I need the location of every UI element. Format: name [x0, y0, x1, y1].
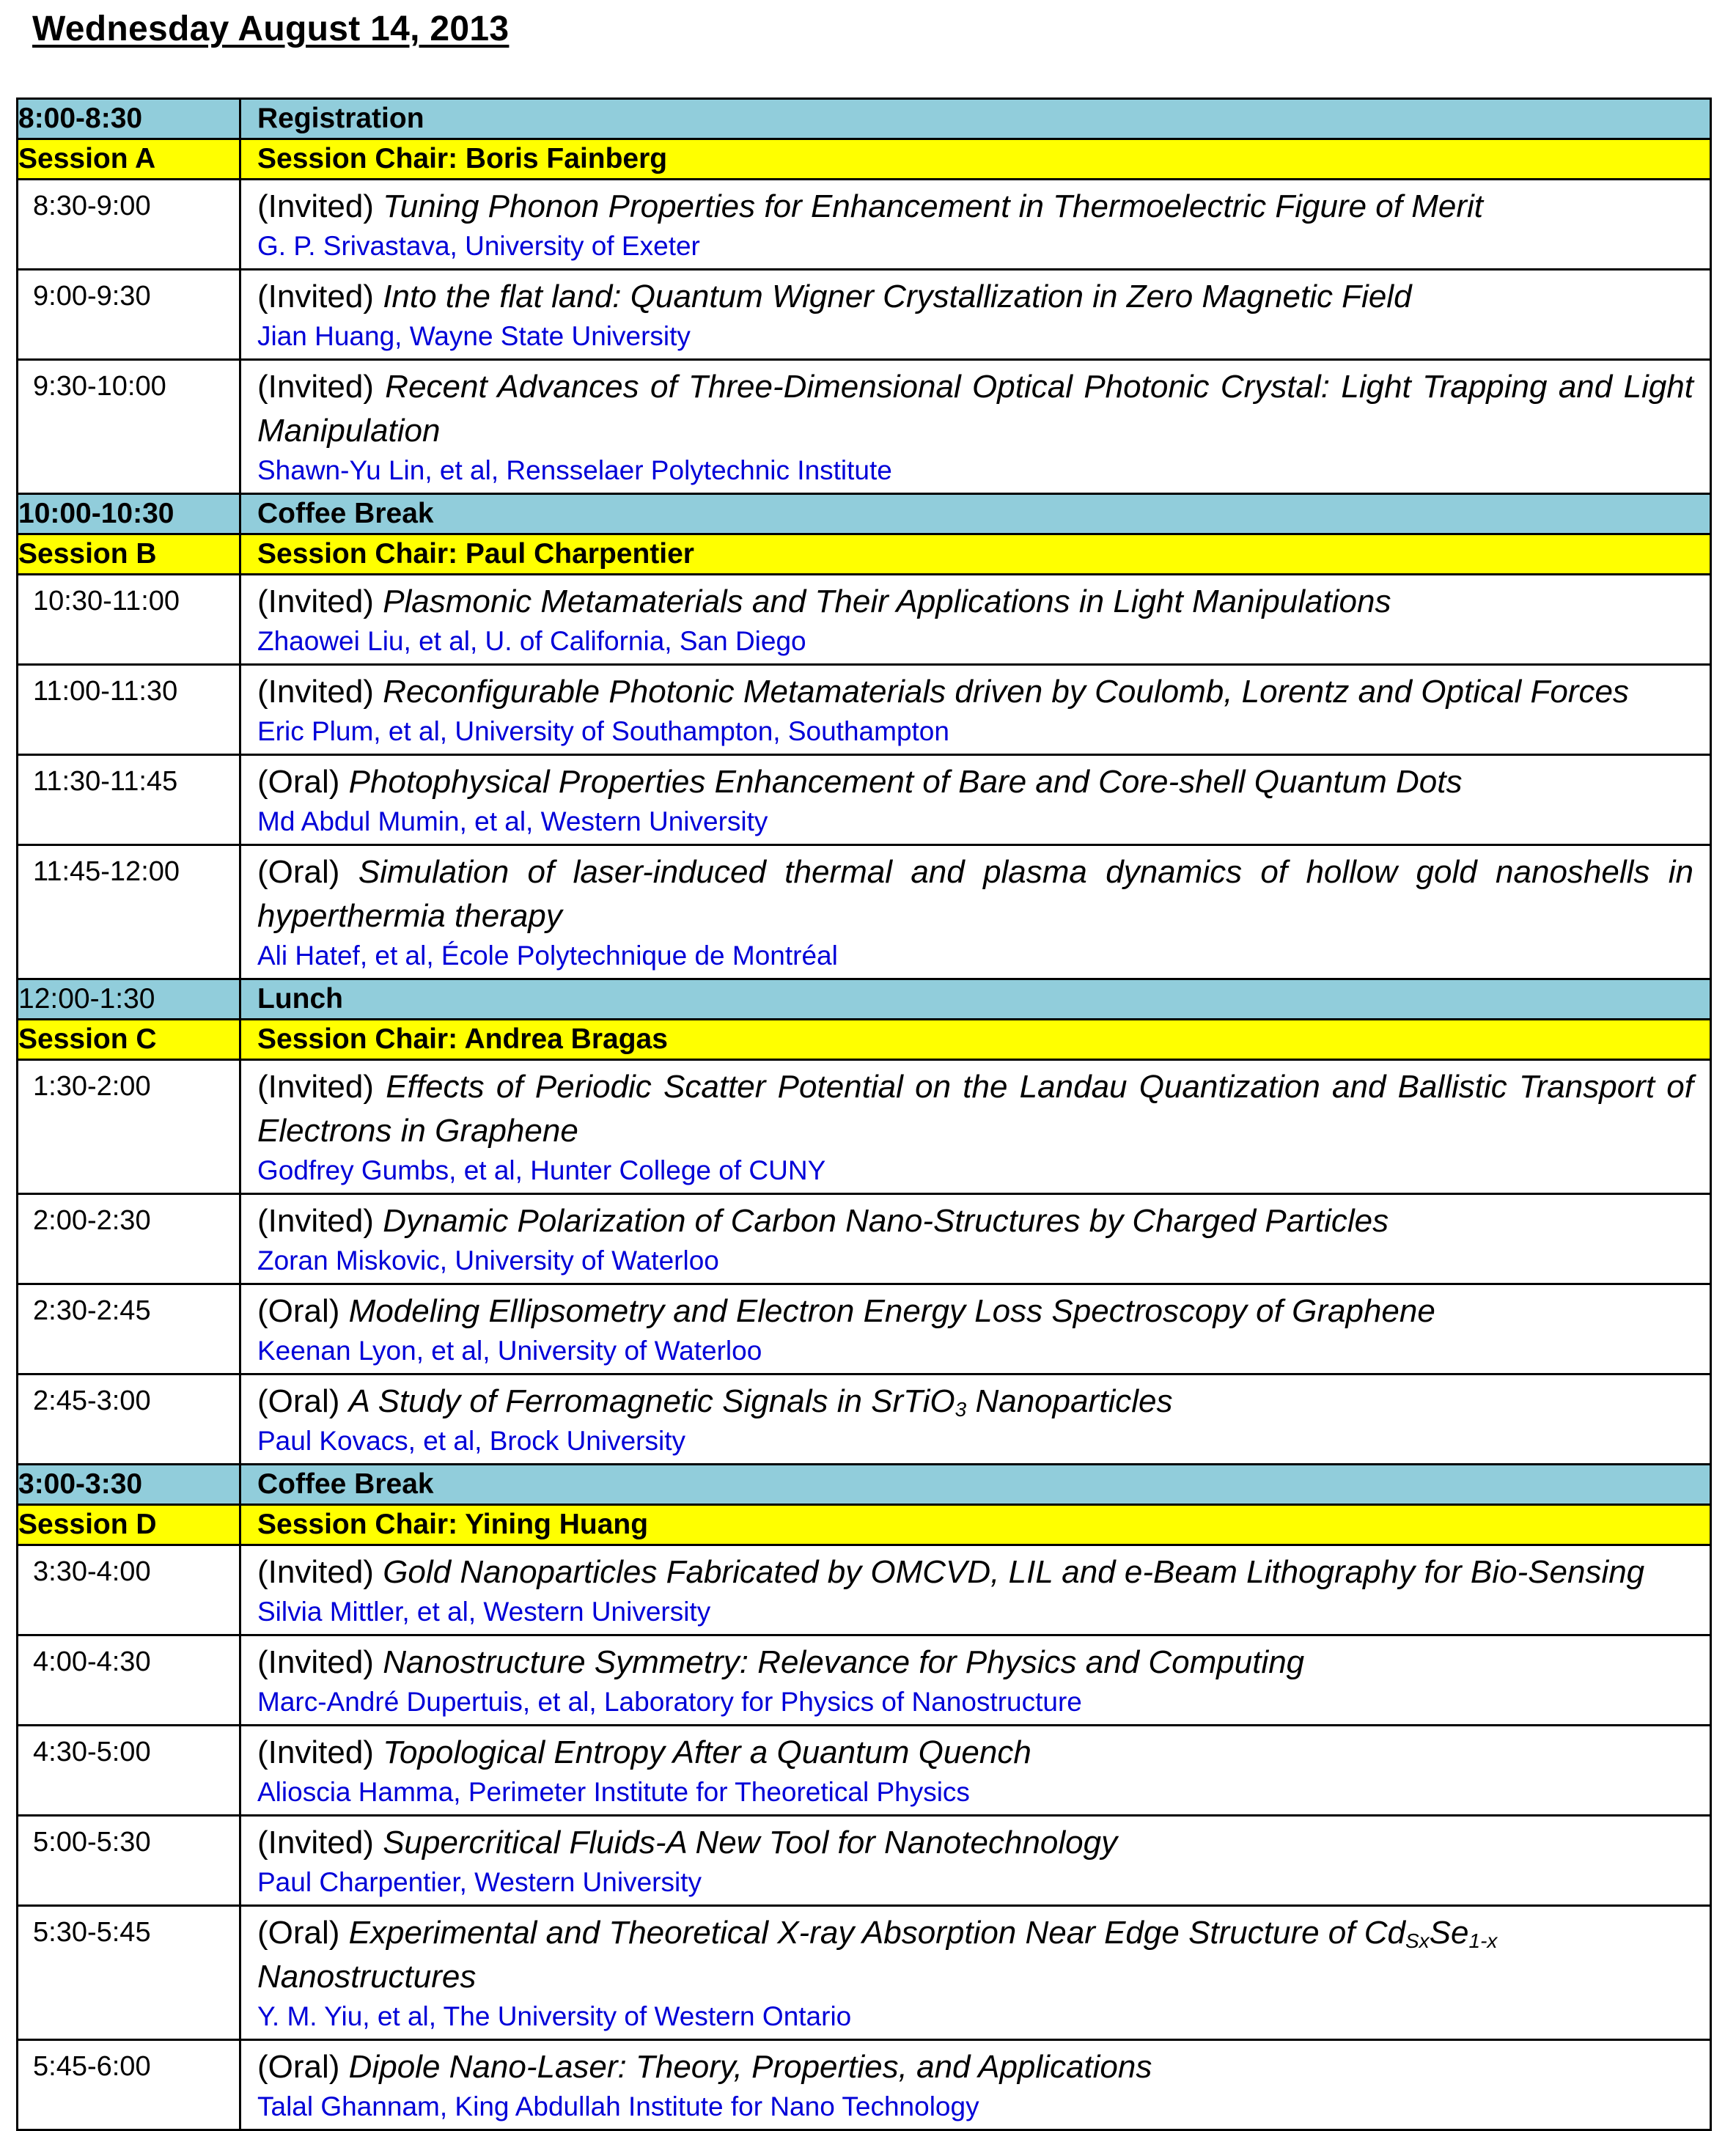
break-row: [18, 1465, 1711, 1505]
talk-title: Tuning Phonon Properties for Enhancement in Thermoelectric Figure of Merit: [383, 188, 1483, 224]
talk-title: Modeling Ellipsometry and Electron Energy Loss Spectroscopy of Graphene: [348, 1293, 1435, 1329]
talk-type: (Oral): [257, 1915, 340, 1951]
talk-type: (Oral): [257, 1383, 340, 1419]
talk-cell: [240, 360, 1711, 494]
registration-row: [18, 99, 1711, 139]
talk-title: Reconfigurable Photonic Metamaterials driven by Coulomb, Lorentz and Optical Forces: [383, 674, 1629, 710]
time-cell: 3:30-4:00: [18, 1545, 240, 1635]
talk-title: Plasmonic Metamaterials and Their Applications in Light Manipulations: [383, 584, 1391, 619]
talk-row: [18, 575, 1711, 665]
talk-row: [18, 755, 1711, 845]
session-chair: Session Chair: Boris Fainberg: [240, 139, 1711, 180]
talk-type: (Invited): [257, 1069, 374, 1105]
talk-title: Experimental and Theoretical X-ray Absorption Near Edge Structure of $Cd_{Sx}Se_{1-x}$ Nanostructures: [257, 1915, 1498, 1995]
talk-author: Md Abdul Mumin, et al, Western University: [257, 806, 768, 836]
talk-cell: [240, 665, 1711, 755]
break-row: [18, 494, 1711, 534]
event-label: Coffee Break: [240, 494, 1711, 534]
time-cell: 3:00-3:30: [18, 1465, 240, 1505]
talk-author: Marc-André Dupertuis, et al, Laboratory for Physics of Nanostructure: [257, 1687, 1082, 1717]
talk-row: [18, 665, 1711, 755]
event-label: Coffee Break: [240, 1465, 1711, 1505]
talk-row: [18, 2040, 1711, 2130]
talk-type: (Invited): [257, 1644, 374, 1680]
talk-type: (Invited): [257, 279, 374, 314]
time-cell: 11:30-11:45: [18, 755, 240, 845]
schedule-table: [16, 97, 1712, 2131]
talk-type: (Oral): [257, 1293, 340, 1329]
talk-title: Nanostructure Symmetry: Relevance for Physics and Computing: [383, 1644, 1305, 1680]
talk-row: [18, 845, 1711, 979]
talk-type: (Invited): [257, 674, 374, 710]
talk-type: (Oral): [257, 764, 340, 800]
talk-cell: [240, 1060, 1711, 1194]
session-chair: Session Chair: Yining Huang: [240, 1505, 1711, 1545]
time-cell: 10:30-11:00: [18, 575, 240, 665]
session-chair: Session Chair: Paul Charpentier: [240, 534, 1711, 575]
talk-author: Eric Plum, et al, University of Southampton, Southampton: [257, 716, 949, 746]
talk-type: (Invited): [257, 1825, 374, 1861]
talk-title: Photophysical Properties Enhancement of Bare and Core-shell Quantum Dots: [348, 764, 1463, 800]
event-label: Registration: [240, 99, 1711, 139]
talk-title: Simulation of laser-induced thermal and plasma dynamics of hollow gold nanoshells in hyperthermia therapy: [257, 854, 1693, 934]
talk-author: Zhaowei Liu, et al, U. of California, San Diego: [257, 626, 806, 656]
talk-title: Effects of Periodic Scatter Potential on the Landau Quantization and Ballistic Transport of Electrons in Graphene: [257, 1069, 1693, 1149]
talk-author: Zoran Miskovic, University of Waterloo: [257, 1245, 719, 1276]
time-cell: 5:00-5:30: [18, 1816, 240, 1906]
talk-title: Recent Advances of Three-Dimensional Optical Photonic Crystal: Light Trapping and Light Manipulation: [257, 369, 1693, 449]
time-cell: 2:30-2:45: [18, 1284, 240, 1374]
talk-cell: [240, 1816, 1711, 1906]
talk-type: (Oral): [257, 2049, 340, 2085]
time-cell: 2:00-2:30: [18, 1194, 240, 1284]
talk-type: (Invited): [257, 188, 374, 224]
time-cell: 12:00-1:30: [18, 979, 240, 1020]
talk-row: [18, 1060, 1711, 1194]
time-cell: 5:45-6:00: [18, 2040, 240, 2130]
time-cell: 11:45-12:00: [18, 845, 240, 979]
talk-title: Dipole Nano-Laser: Theory, Properties, and Applications: [348, 2049, 1152, 2085]
talk-row: [18, 270, 1711, 360]
talk-cell: [240, 1635, 1711, 1726]
talk-row: [18, 1194, 1711, 1284]
talk-cell: [240, 1545, 1711, 1635]
talk-cell: [240, 1284, 1711, 1374]
session-name: Session D: [18, 1505, 240, 1545]
time-cell: 10:00-10:30: [18, 494, 240, 534]
talk-cell: [240, 2040, 1711, 2130]
talk-title: Supercritical Fluids-A New Tool for Nanotechnology: [383, 1825, 1118, 1861]
talk-cell: [240, 1726, 1711, 1816]
talk-type: (Invited): [257, 1734, 374, 1770]
talk-author: Godfrey Gumbs, et al, Hunter College of CUNY: [257, 1155, 826, 1185]
talk-row: [18, 180, 1711, 270]
session-chair: Session Chair: Andrea Bragas: [240, 1020, 1711, 1060]
session-header-row: [18, 534, 1711, 575]
talk-type: (Invited): [257, 1203, 374, 1239]
talk-title: Into the flat land: Quantum Wigner Crystallization in Zero Magnetic Field: [383, 279, 1412, 314]
time-cell: 5:30-5:45: [18, 1906, 240, 2040]
talk-cell: [240, 1194, 1711, 1284]
session-header-row: [18, 1020, 1711, 1060]
time-cell: 8:00-8:30: [18, 99, 240, 139]
event-label: Lunch: [240, 979, 1711, 1020]
talk-type: (Invited): [257, 584, 374, 619]
talk-author: Paul Charpentier, Western University: [257, 1867, 702, 1897]
talk-row: [18, 1284, 1711, 1374]
time-cell: 8:30-9:00: [18, 180, 240, 270]
time-cell: 4:00-4:30: [18, 1635, 240, 1726]
talk-type: (Invited): [257, 369, 374, 405]
talk-author: Shawn-Yu Lin, et al, Rensselaer Polytechnic Institute: [257, 455, 892, 485]
talk-cell: [240, 270, 1711, 360]
time-cell: 9:30-10:00: [18, 360, 240, 494]
talk-title: Gold Nanoparticles Fabricated by OMCVD, LIL and e-Beam Lithography for Bio-Sensing: [383, 1554, 1645, 1590]
talk-cell: [240, 180, 1711, 270]
talk-author: Talal Ghannam, King Abdullah Institute for Nano Technology: [257, 2091, 979, 2121]
talk-cell: [240, 1374, 1711, 1465]
talk-cell: [240, 1906, 1711, 2040]
talk-row: [18, 1816, 1711, 1906]
talk-row: [18, 1726, 1711, 1816]
session-name: Session C: [18, 1020, 240, 1060]
time-cell: 4:30-5:00: [18, 1726, 240, 1816]
session-name: Session B: [18, 534, 240, 575]
talk-author: Y. M. Yiu, et al, The University of Western Ontario: [257, 2001, 852, 2031]
talk-cell: [240, 575, 1711, 665]
talk-author: Ali Hatef, et al, École Polytechnique de Montréal: [257, 941, 838, 971]
talk-row: [18, 1906, 1711, 2040]
talk-author: Silvia Mittler, et al, Western University: [257, 1597, 711, 1627]
time-cell: 1:30-2:00: [18, 1060, 240, 1194]
talk-title: A Study of Ferromagnetic Signals in SrTiO$_3$ Nanoparticles: [348, 1383, 1173, 1421]
session-name: Session A: [18, 139, 240, 180]
talk-row: [18, 1635, 1711, 1726]
talk-row: [18, 1374, 1711, 1465]
time-cell: 11:00-11:30: [18, 665, 240, 755]
talk-author: Alioscia Hamma, Perimeter Institute for Theoretical Physics: [257, 1777, 970, 1807]
talk-type: (Invited): [257, 1554, 374, 1590]
talk-title: Topological Entropy After a Quantum Quench: [383, 1734, 1031, 1770]
talk-author: Paul Kovacs, et al, Brock University: [257, 1426, 685, 1456]
talk-row: [18, 360, 1711, 494]
session-header-row: [18, 1505, 1711, 1545]
page-title: Wednesday August 14, 2013: [32, 10, 510, 48]
time-cell: 2:45-3:00: [18, 1374, 240, 1465]
talk-type: (Oral): [257, 854, 340, 890]
talk-row: [18, 1545, 1711, 1635]
talk-cell: [240, 845, 1711, 979]
talk-cell: [240, 755, 1711, 845]
session-header-row: [18, 139, 1711, 180]
talk-author: Keenan Lyon, et al, University of Waterloo: [257, 1336, 762, 1366]
lunch-row: [18, 979, 1711, 1020]
talk-author: G. P. Srivastava, University of Exeter: [257, 231, 700, 261]
talk-title: Dynamic Polarization of Carbon Nano-Structures by Charged Particles: [383, 1203, 1389, 1239]
time-cell: 9:00-9:30: [18, 270, 240, 360]
talk-author: Jian Huang, Wayne State University: [257, 321, 691, 351]
